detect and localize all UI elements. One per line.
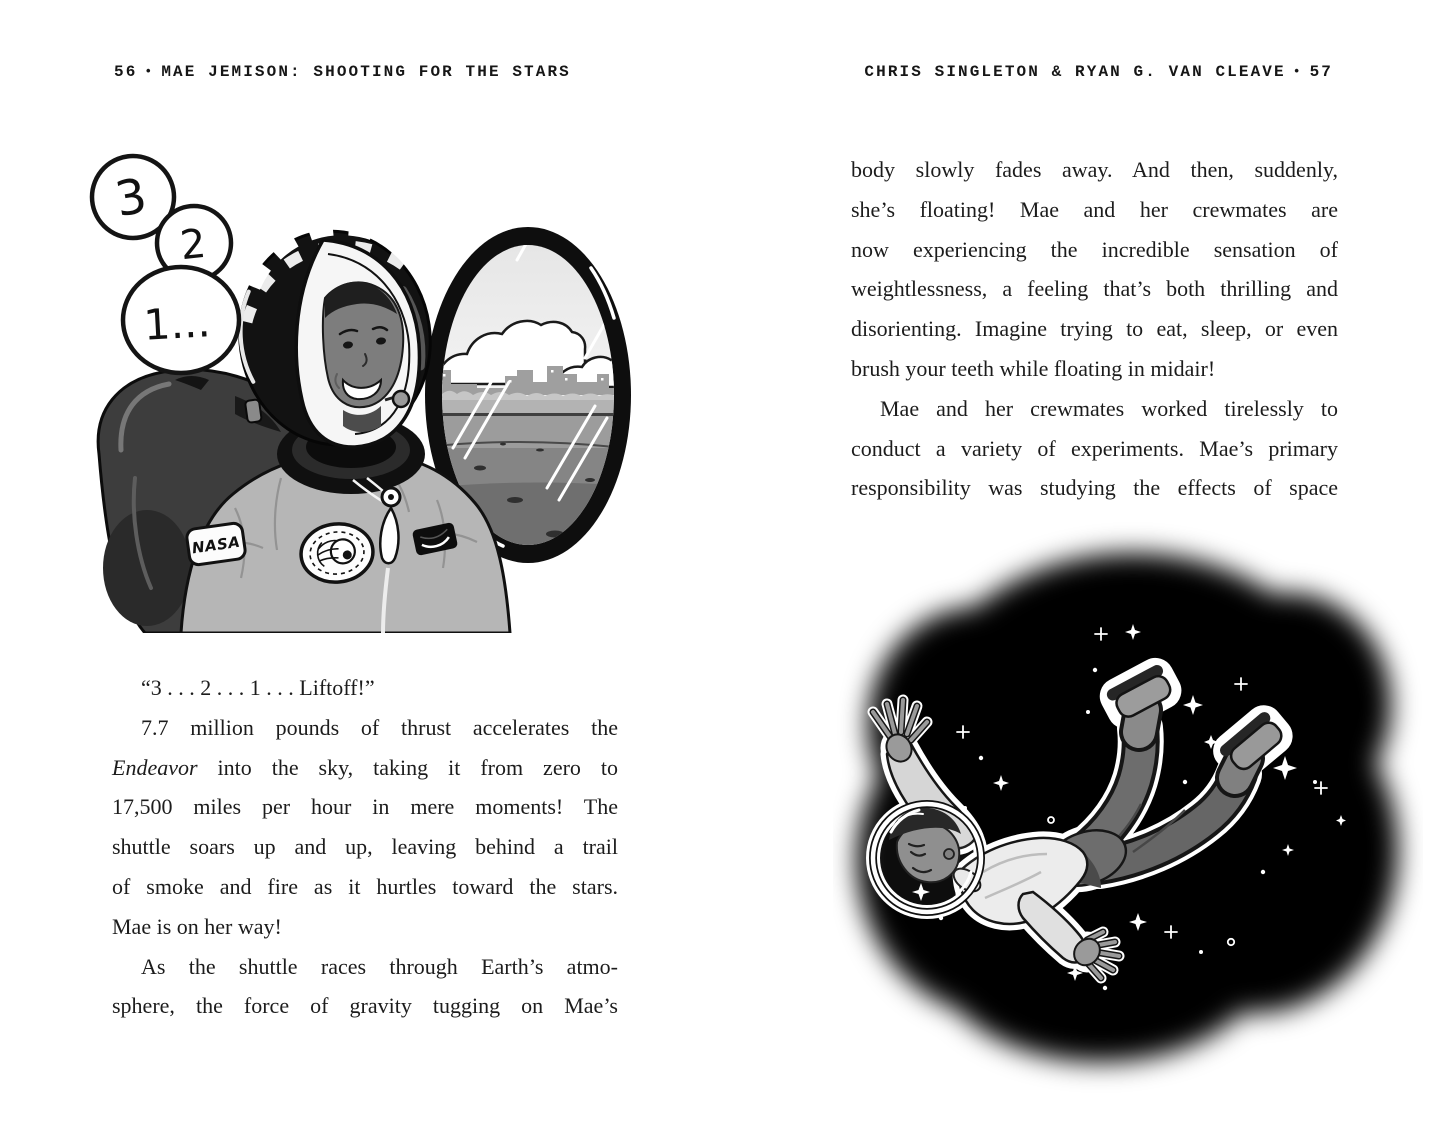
text-line: now experiencing the incredible sensation of: [851, 236, 1338, 262]
text-line: she’s floating! Mae and her crewmates are: [851, 196, 1338, 222]
header-separator: •: [1292, 64, 1303, 79]
bubble-2: 2: [178, 220, 209, 270]
text-line: “3 . . . 2 . . . 1 . . . Liftoff!”: [141, 675, 375, 700]
text-line: As the shuttle races through Earth’s atmo-: [141, 953, 618, 979]
text-line: 17,500 miles per hour in mere moments! The: [112, 794, 618, 820]
text-line: sphere, the force of gravity tugging on Mae’s: [112, 993, 618, 1019]
text-line: responsibility was studying the effects of space: [851, 475, 1338, 501]
bubble-1: 1...: [142, 297, 212, 350]
text-line: body slowly fades away. And then, suddenly,: [851, 157, 1338, 182]
header-separator: •: [144, 64, 155, 79]
running-head-left: [114, 63, 571, 81]
text-line: of smoke and fire as it hurtles toward the stars.: [112, 873, 618, 899]
text-line: brush your teeth while floating in midair!: [851, 355, 1216, 381]
right-page-text: [851, 150, 1338, 508]
page-number-right: 57: [1309, 63, 1333, 81]
text-line: Mae and her crewmates worked tirelessly to: [880, 395, 1338, 421]
left-page-text: [112, 668, 618, 1026]
illustration-floating-weightless: [833, 520, 1423, 1095]
countdown-bubbles: [92, 156, 239, 373]
illustration-countdown-liftoff: [85, 148, 655, 633]
text-line: weightlessness, a feeling that’s both thrilling and: [851, 276, 1338, 302]
text-line: disorienting. Imagine trying to eat, sleep, or even: [851, 316, 1338, 342]
microphone: [393, 391, 409, 407]
text-line: Endeavor into the sky, taking it from zero to: [112, 754, 618, 780]
text-line: Mae is on her way!: [112, 913, 282, 939]
running-head-right: [864, 63, 1333, 81]
book-title: MAE JEMISON: SHOOTING FOR THE STARS: [161, 63, 571, 81]
svg-text:NASA: NASA: [190, 532, 242, 558]
text-line: conduct a variety of experiments. Mae’s primary: [851, 435, 1338, 461]
authors: CHRIS SINGLETON & RYAN G. VAN CLEAVE: [864, 63, 1286, 81]
page-number-left: 56: [114, 63, 138, 81]
text-line: 7.7 million pounds of thrust accelerates the: [141, 714, 618, 740]
bubble-3: 3: [111, 167, 151, 229]
text-line: shuttle soars up and up, leaving behind a trail: [112, 834, 618, 860]
nasa-patch: [186, 522, 246, 565]
bubble-helmet: [873, 804, 981, 912]
